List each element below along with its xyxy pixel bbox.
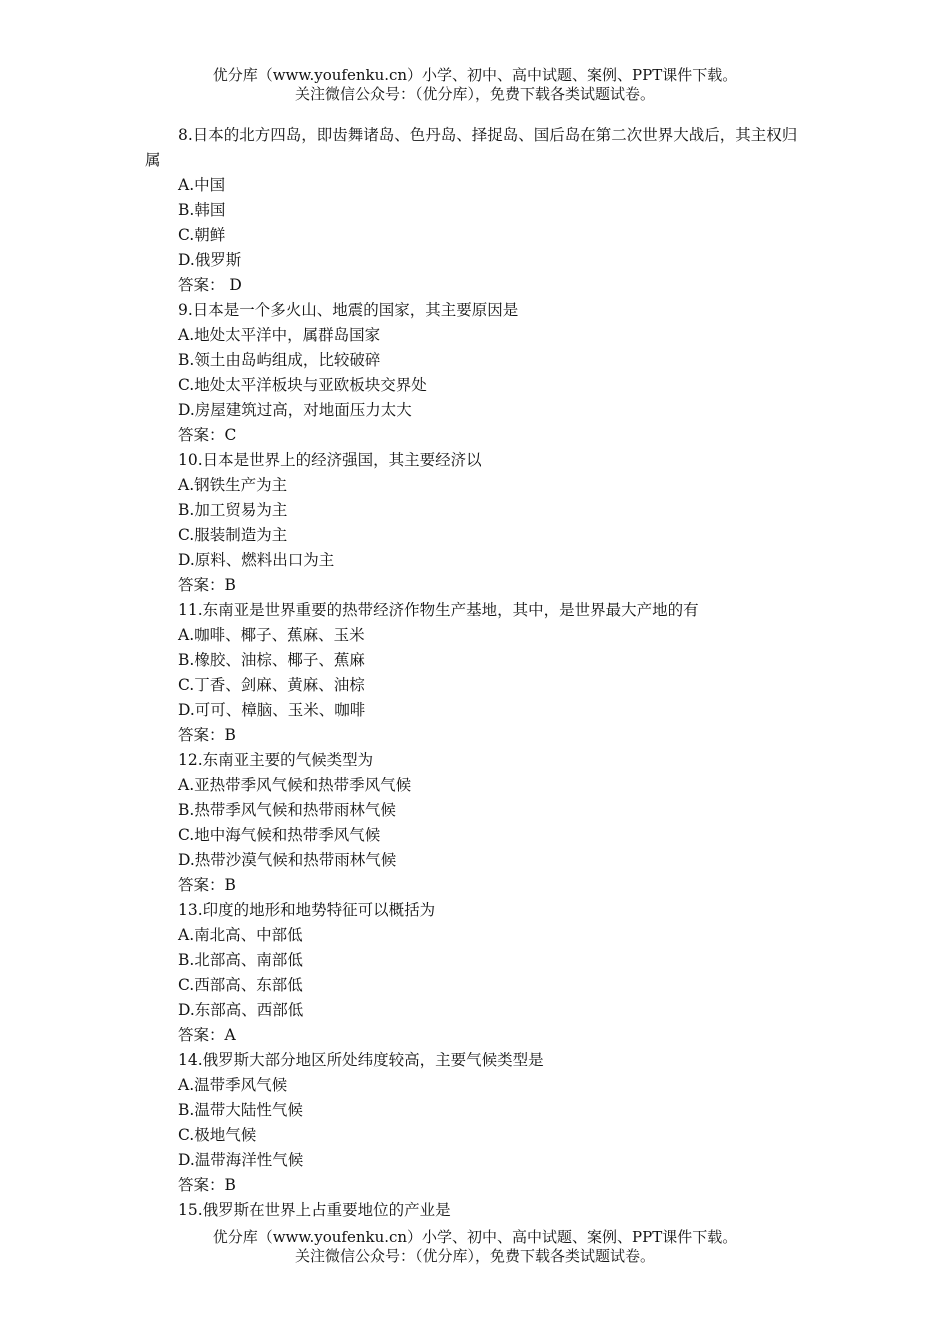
answer: 答案：C: [178, 426, 237, 444]
option: D.房屋建筑过高，对地面压力太大: [178, 401, 412, 419]
option: C.西部高、东部低: [178, 976, 303, 994]
question-list: [145, 123, 810, 1223]
option: D.俄罗斯: [178, 251, 242, 269]
header-line-2: 关注微信公众号：（优分库），免费下载各类试题试卷。: [294, 85, 655, 103]
option: D.原料、燃料出口为主: [178, 551, 335, 569]
page-header: [0, 66, 950, 104]
footer-line-1: 优分库（www.youfenku.cn）小学、初中、高中试题、案例、PPT课件下载。: [212, 1228, 738, 1246]
answer: 答案：B: [178, 1176, 236, 1194]
option: A.南北高、中部低: [178, 926, 303, 944]
answer: 答案：A: [178, 1026, 236, 1044]
option: B.北部高、南部低: [178, 951, 303, 969]
option: B.热带季风气候和热带雨林气候: [178, 801, 396, 819]
answer: 答案：B: [178, 726, 236, 744]
option: B.韩国: [178, 201, 226, 219]
question-stem: 8.日本的北方四岛，即齿舞诸岛、色丹岛、择捉岛、国后岛在第二次世界大战后，其主权归属: [145, 126, 798, 169]
header-line-1: 优分库（www.youfenku.cn）小学、初中、高中试题、案例、PPT课件下载。: [212, 66, 738, 84]
option: D.温带海洋性气候: [178, 1151, 304, 1169]
option: B.橡胶、油棕、椰子、蕉麻: [178, 651, 365, 669]
option: A.地处太平洋中，属群岛国家: [178, 326, 381, 344]
answer: 答案： D: [178, 276, 242, 294]
option: A.咖啡、椰子、蕉麻、玉米: [178, 626, 365, 644]
option: A.亚热带季风气候和热带季风气候: [178, 776, 412, 794]
option: D.可可、樟脑、玉米、咖啡: [178, 701, 366, 719]
option: C.丁香、剑麻、黄麻、油棕: [178, 676, 365, 694]
option: D.热带沙漠气候和热带雨林气候: [178, 851, 397, 869]
option: C.朝鲜: [178, 226, 226, 244]
option: A.钢铁生产为主: [178, 476, 288, 494]
option: C.地处太平洋板块与亚欧板块交界处: [178, 376, 427, 394]
answer: 答案：B: [178, 576, 236, 594]
option: C.地中海气候和热带季风气候: [178, 826, 381, 844]
option: A.中国: [178, 176, 226, 194]
option: D.东部高、西部低: [178, 1001, 304, 1019]
question-stem: 11.东南亚是世界重要的热带经济作物生产基地，其中，是世界最大产地的有: [178, 601, 699, 619]
answer: 答案：B: [178, 876, 236, 894]
question-stem: 12.东南亚主要的气候类型为: [178, 751, 374, 769]
option: B.温带大陆性气候: [178, 1101, 303, 1119]
page-footer: [0, 1228, 950, 1266]
footer-line-2: 关注微信公众号：（优分库），免费下载各类试题试卷。: [294, 1247, 655, 1265]
question-stem: 9.日本是一个多火山、地震的国家，其主要原因是: [178, 301, 519, 319]
question-stem: 13.印度的地形和地势特征可以概括为: [178, 901, 436, 919]
option: C.极地气候: [178, 1126, 257, 1144]
question-stem: 10.日本是世界上的经济强国，其主要经济以: [178, 451, 482, 469]
option: B.加工贸易为主: [178, 501, 288, 519]
option: B.领土由岛屿组成，比较破碎: [178, 351, 381, 369]
option: C.服装制造为主: [178, 526, 288, 544]
question-stem: 15.俄罗斯在世界上占重要地位的产业是: [178, 1201, 451, 1219]
question-stem: 14.俄罗斯大部分地区所处纬度较高，主要气候类型是: [178, 1051, 544, 1069]
option: A.温带季风气候: [178, 1076, 288, 1094]
